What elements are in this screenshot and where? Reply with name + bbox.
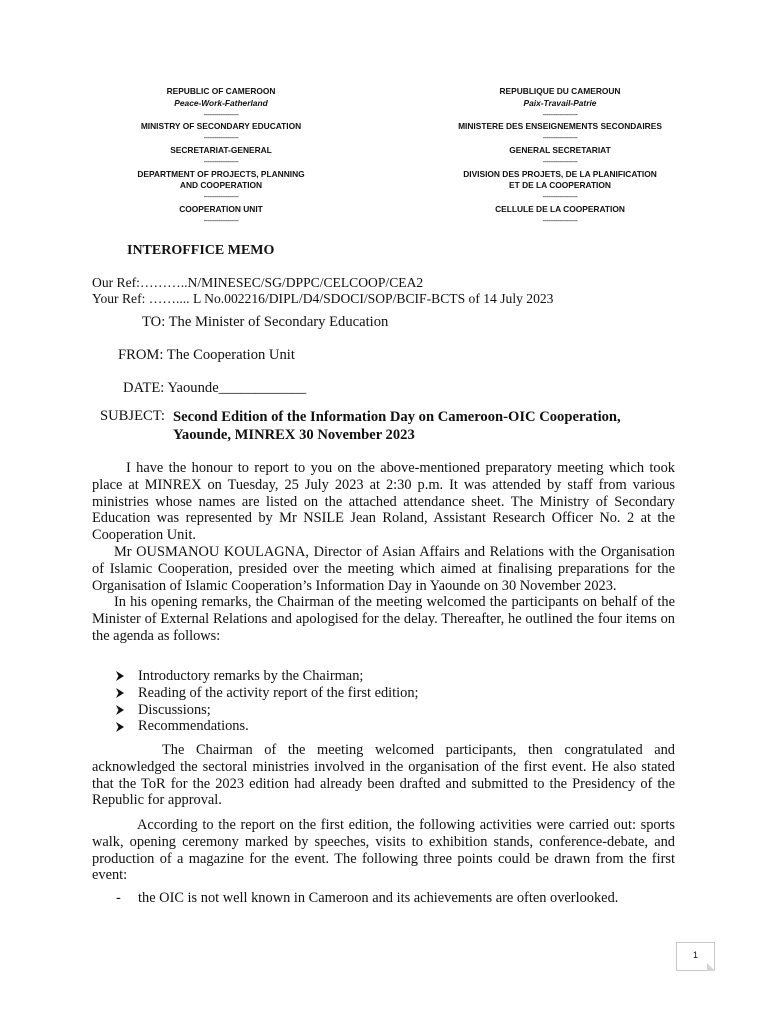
page-number: 1 [692,950,698,960]
agenda-list [116,668,419,735]
header-country-fr: REPUBLIQUE DU CAMEROUN [499,86,621,96]
header-department: DEPARTMENT OF PROJECTS, PLANNING [137,168,305,179]
header-department-fr: DIVISION DES PROJETS, DE LA PLANIFICATION [463,168,657,179]
paragraph: Mr OUSMANOU KOULAGNA, Director of Asian Affairs and Relations with the Organisation of Islamic Cooperation, presided over the meeting which aimed at finalising preparations for the Organisation of Islamic Cooperation’s Information Day in Yaounde on 30 November 2023. [92,543,675,594]
header-separator: ------------------- [542,111,578,119]
header-unit-fr: CELLULE DE LA COOPERATION [495,203,625,214]
subject-line: Second Edition of the Information Day on Cameroon-OIC Cooperation, [173,409,621,425]
arrow-bullet-icon [116,688,124,698]
memo-title: INTEROFFICE MEMO [127,243,275,258]
to-field: TO: The Minister of Secondary Education [142,314,389,330]
header-secretariat: SECRETARIAT-GENERAL [170,144,272,155]
paragraph: I have the honour to report to you on the above-mentioned preparatory meeting which took place at MINREX on Tuesday, 25 July 2023 at 2:30 p.m. It was attended by staff from various ministries whose names are listed on the attached attendance sheet. The Ministry of Secondary Education was represented by Mr NSILE Jean Roland, Assistant Research Officer No. 2 at the Cooperation Unit. [92,460,675,544]
subject-label: SUBJECT: [100,408,165,424]
list-item [116,685,419,702]
header-separator: ------------------- [203,111,239,119]
arrow-bullet-icon [116,722,124,732]
from-field: FROM: The Cooperation Unit [118,347,295,363]
list-item [116,668,419,685]
agenda-item: Discussions; [138,701,211,718]
agenda-item: Introductory remarks by the Chairman; [138,668,364,684]
body-section-2 [92,742,675,809]
our-reference: Our Ref:………..N/MINESEC/SG/DPPC/CELCOOP/CEA2 [92,275,424,290]
paragraph: In his opening remarks, the Chairman of the meeting welcomed the participants on behalf of the Minister of External Relations and apologised for the delay. Thereafter, he outlined the four items on the agenda as follows: [92,594,675,644]
header-ministry-fr: MINISTERE DES ENSEIGNEMENTS SECONDAIRES [458,121,662,132]
header-left [116,86,326,228]
dash-item-text: the OIC is not well known in Cameroon and its achievements are often overlooked. [138,890,619,906]
list-item [116,702,419,719]
dash-list-item [116,890,618,907]
body-section-3 [92,817,675,884]
header-separator: ------------------- [542,194,578,202]
paragraph: The Chairman of the meeting welcomed participants, then congratulated and acknowledged the sectoral ministries involved in the organisation of the first event. He also stated that the ToR for the 2023 edition had already been drafted and submitted to the Presidency of the Republic for approval. [92,742,675,809]
header-separator: ------------------- [542,135,578,143]
header-separator: ------------------- [542,158,578,166]
date-field: DATE: Yaounde____________ [123,380,307,396]
dash-bullet-icon: - [116,890,121,906]
header-separator: ------------------- [203,194,239,202]
header-motto: Peace-Work-Fatherland [174,97,268,108]
header-secretariat-fr: GENERAL SECRETARIAT [509,144,611,155]
header-separator: ------------------- [203,217,239,225]
header-department-fr-cont: ET DE LA COOPERATION [509,180,611,191]
header-motto-fr: Paix-Travail-Patrie [523,97,597,108]
your-reference: Your Ref: …….... L No.002216/DIPL/D4/SDOCI/SOP/BCIF-BCTS of 14 July 2023 [92,291,554,306]
page-curl-icon [707,963,715,971]
body-section-1 [92,460,675,645]
paragraph: According to the report on the first edition, the following activities were carried out: sports walk, opening ceremony marked by speeches, visits to exhibition stands, conference-debate, and production of a magazine for the event. The following three points could be drawn from the first event: [92,817,675,884]
header-right [440,86,680,228]
subject-text [173,408,673,444]
header-country: REPUBLIC OF CAMEROON [166,86,276,96]
arrow-bullet-icon [116,705,124,715]
header-department-cont: AND COOPERATION [179,180,263,191]
page-number-box [676,942,715,971]
header-separator: ------------------- [203,135,239,143]
subject-line: Yaounde, MINREX 30 November 2023 [173,427,415,443]
header-unit: COOPERATION UNIT [179,203,263,214]
header-separator: ------------------- [542,217,578,225]
header-separator: ------------------- [203,158,239,166]
agenda-item: Reading of the activity report of the first edition; [138,684,419,701]
arrow-bullet-icon [116,671,124,681]
list-item [116,718,419,735]
header-ministry: MINISTRY OF SECONDARY EDUCATION [140,121,302,132]
agenda-item: Recommendations. [138,718,249,735]
